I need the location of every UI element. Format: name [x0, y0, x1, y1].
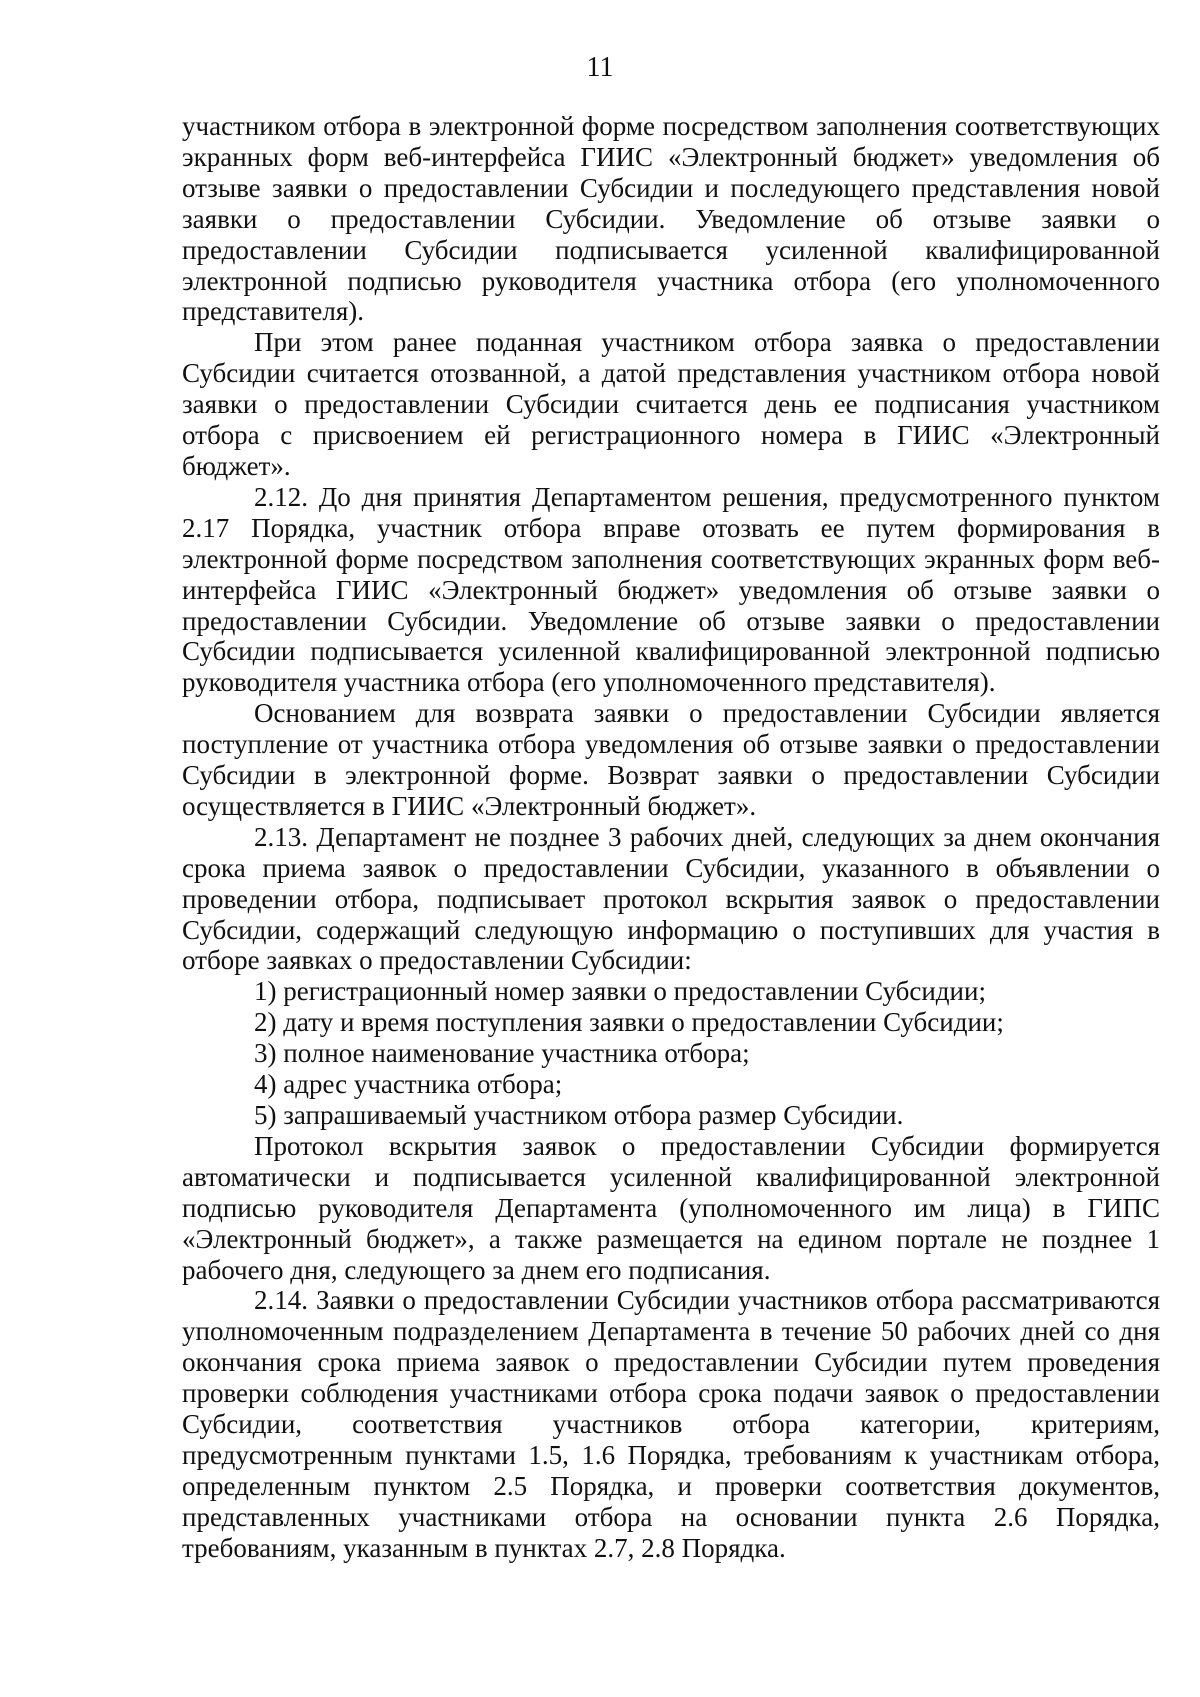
list-item: 1) регистрационный номер заявки о предоставлении Субсидии;: [254, 976, 986, 1007]
list-item: 2) дату и время поступления заявки о предоставлении Субсидии;: [254, 1007, 1004, 1038]
paragraph-2-14: 2.14. Заявки о предоставлении Субсидии участников отбора рассматриваются уполномоченным подразделением Департамента в течение 50 рабочих дней со дня окончания срока приема заявок о предоставлении Субсидии путем проведения проверки соблюдения участниками отбора срока подачи заявок о предоставлении Субсидии, соответствия участников отбора категории, критериям, предусмотренным пунктами 1.5, 1.6 Порядка, требованиям к участникам отбора, определенным пунктом 2.5 Порядка, и проверки соответствия документов, представленных участниками отбора на основании пункта 2.6 Порядка, требованиям, указанным в пунктах 2.7, 2.8 Порядка.: [182, 1285, 1160, 1563]
list-item: 4) адрес участника отбора;: [254, 1069, 563, 1100]
paragraph-continuation: участником отбора в электронной форме посредством заполнения соответствующих экранных форм веб-интерфейса ГИИС «Электронный бюджет» уведомления об отзыве заявки о предоставлении Субсидии и последующего представления новой заявки о предоставлении Субсидии. Уведомление об отзыве заявки о предоставлении Субсидии подписывается усиленной квалифицированной электронной подписью руководителя участника отбора (его уполномоченного представителя).: [182, 111, 1160, 327]
paragraph-return-basis: Основанием для возврата заявки о предоставлении Субсидии является поступление от участника отбора уведомления об отзыве заявки о предоставлении Субсидии в электронной форме. Возврат заявки о предоставлении Субсидии осуществляется в ГИИС «Электронный бюджет».: [182, 698, 1160, 821]
paragraph-withdrawn-application: При этом ранее поданная участником отбора заявка о предоставлении Субсидии считается отозванной, а датой представления участником отбора новой заявки о предоставлении Субсидии считается день ее подписания участником отбора с присвоением ей регистрационного номера в ГИИС «Электронный бюджет».: [182, 327, 1160, 481]
document-body: [182, 111, 1160, 1564]
list-item: 3) полное наименование участника отбора;: [254, 1038, 750, 1069]
paragraph-2-13: 2.13. Департамент не позднее 3 рабочих дней, следующих за днем окончания срока приема заявок о предоставлении Субсидии, указанного в объявлении о проведении отбора, подписывает протокол вскрытия заявок о предоставлении Субсидии, содержащий следующую информацию о поступивших для участия в отборе заявках о предоставлении Субсидии:: [182, 821, 1160, 976]
paragraph-2-12: 2.12. До дня принятия Департаментом решения, предусмотренного пунктом 2.17 Порядка, участник отбора вправе отозвать ее путем формирования в электронной форме посредством заполнения соответствующих экранных форм веб-интерфейса ГИИС «Электронный бюджет» уведомления об отзыве заявки о предоставлении Субсидии. Уведомление об отзыве заявки о предоставлении Субсидии подписывается усиленной квалифицированной электронной подписью руководителя участника отбора (его уполномоченного представителя).: [182, 481, 1160, 698]
page-number: 11: [586, 52, 614, 83]
paragraph-protocol: Протокол вскрытия заявок о предоставлении Субсидии формируется автоматически и подписывается усиленной квалифицированной электронной подписью руководителя Департамента (уполномоченного им лица) в ГИПС «Электронный бюджет», а также размещается на едином портале не позднее 1 рабочего дня, следующего за днем его подписания.: [182, 1130, 1160, 1285]
list-item: 5) запрашиваемый участником отбора размер Субсидии.: [254, 1100, 904, 1130]
